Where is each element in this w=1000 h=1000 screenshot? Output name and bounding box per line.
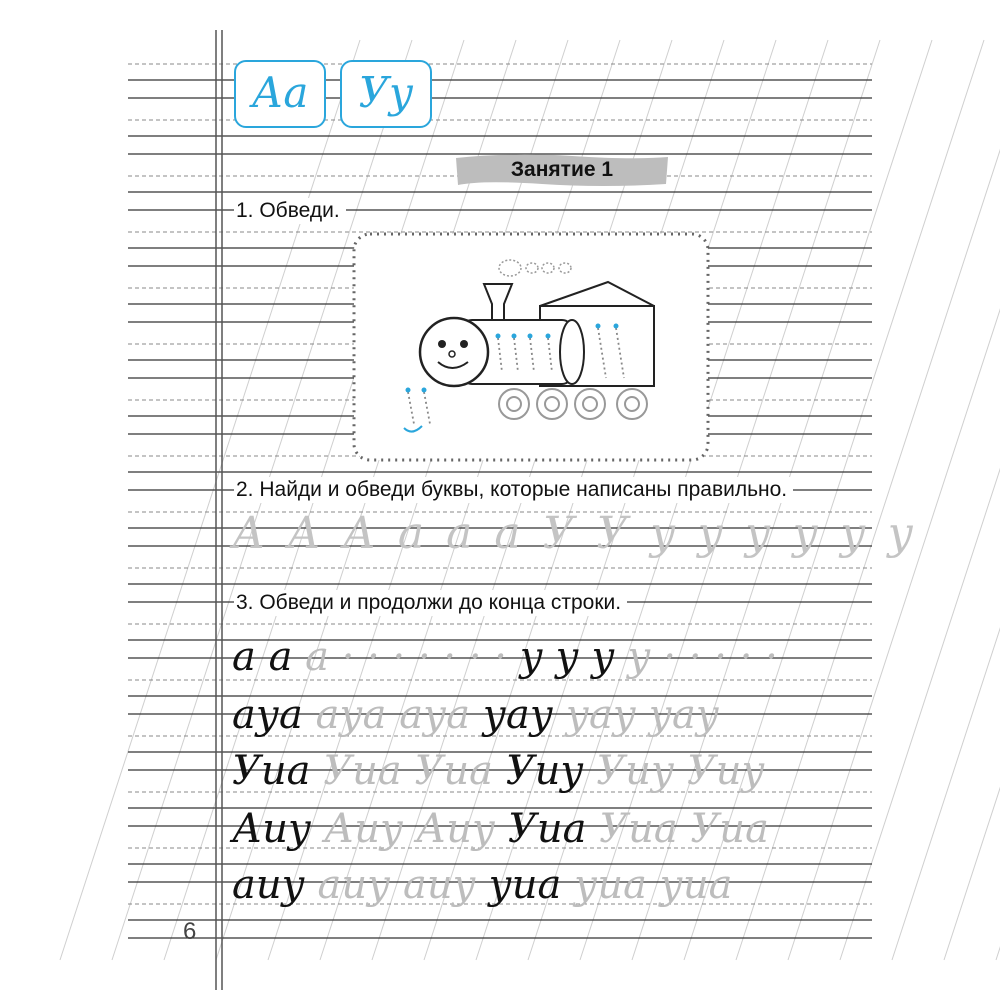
practice-row-1 xyxy=(232,634,862,680)
practice-row-4-sample-2: Уиа xyxy=(495,806,587,852)
practice-row-1-sample-2: у у у xyxy=(507,634,615,680)
practice-row-4-trace-2: Уиа Уиа xyxy=(586,806,769,852)
letter-chip-a-text: Аа xyxy=(251,68,309,117)
practice-row-2-sample: ауа xyxy=(232,692,303,738)
practice-row-2-sample-2: уау xyxy=(470,692,554,738)
letter-chip-u-text: Уу xyxy=(358,68,414,117)
lesson-badge xyxy=(452,152,672,188)
practice-row-5-sample: аиу xyxy=(232,862,305,908)
practice-row-3 xyxy=(232,748,862,794)
practice-row-5-trace: аиу аиу xyxy=(304,862,476,908)
train-illustration xyxy=(352,232,710,462)
letter-chip-u xyxy=(340,60,432,128)
practice-row-2-trace-2: уау уау xyxy=(553,692,720,738)
practice-row-1-sample: а а xyxy=(232,634,293,680)
practice-row-4-trace: Аиу Аиу xyxy=(311,806,496,852)
lesson-title: Занятие 1 xyxy=(510,158,614,181)
practice-row-3-sample: Уиа xyxy=(232,748,311,794)
task-2-letter-set: А А А а а а У У у у у у у у xyxy=(232,508,918,559)
practice-row-5 xyxy=(232,862,862,908)
task-2-label: 2. Найди и обведи буквы, которые написаны правильно. xyxy=(234,477,793,503)
page-number: 6 xyxy=(183,918,197,945)
practice-row-4 xyxy=(232,806,862,852)
letter-chip-a xyxy=(234,60,326,128)
practice-row-3-sample-2: Уиу xyxy=(492,748,584,794)
practice-row-5-sample-2: уиа xyxy=(475,862,562,908)
practice-row-1-trace-2: у · · · · · xyxy=(614,634,778,680)
practice-row-3-trace-2: Уиу Уиу xyxy=(583,748,765,794)
practice-row-4-sample: Аиу xyxy=(232,806,312,852)
practice-row-1-trace: а · · · · · · · xyxy=(292,634,507,680)
practice-row-3-trace: Уиа Уиа xyxy=(310,748,493,794)
practice-row-2 xyxy=(232,692,862,738)
practice-row-5-trace-2: уиа уиа xyxy=(561,862,733,908)
task-3-label: 3. Обведи и продолжи до конца строки. xyxy=(234,590,627,616)
task-1-label: 1. Обведи. xyxy=(234,198,346,224)
practice-row-2-trace: ауа ауа xyxy=(302,692,471,738)
